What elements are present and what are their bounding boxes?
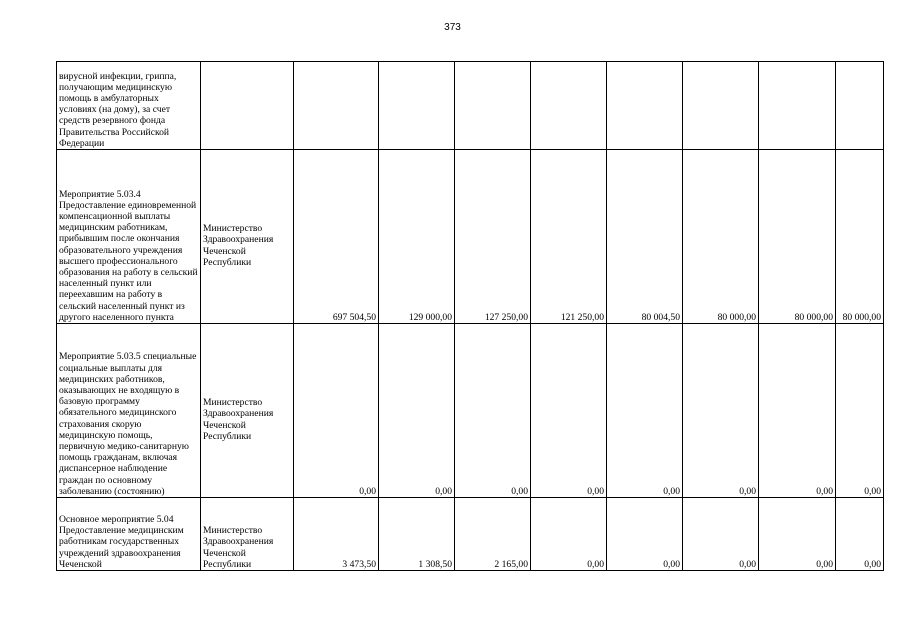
row-executor: Министерство Здравоохранения Чеченской Республики [201, 150, 294, 324]
value-cell: 80 004,50 [607, 150, 683, 324]
value-cell: 80 000,00 [759, 150, 836, 324]
row-executor [201, 62, 294, 150]
value-cell: 0,00 [531, 324, 607, 498]
value-cell: 1 308,50 [379, 498, 455, 571]
row-description: Мероприятие 5.03.5 специальные социальные выплаты для медицинских работников, оказывающих не входящую в базовую программу обязательного медицинского страхования скорую медицинскую помощь, первичную медико-санитарную помощь гражданам, включая диспансерное наблюдение граждан по основному заболеванию (состоянию) [57, 324, 201, 498]
value-cell [531, 62, 607, 150]
value-cell: 0,00 [455, 324, 531, 498]
value-cell: 0,00 [836, 324, 884, 498]
value-cell: 0,00 [379, 324, 455, 498]
value-cell [759, 62, 836, 150]
value-cell: 127 250,00 [455, 150, 531, 324]
row-description: Основное мероприятие 5.04 Предоставление медицинским работникам государственных учреждений здравоохранения Чеченской [57, 498, 201, 571]
value-cell [836, 62, 884, 150]
value-cell: 0,00 [836, 498, 884, 571]
row-description: Мероприятие 5.03.4 Предоставление единовременной компенсационной выплаты медицинским работникам, прибывшим после окончания образовательного учреждения высшего профессионального образования на работу в сельский населенный пункт или переехавшим на работу в сельский населенный пункт из другого населенного пункта [57, 150, 201, 324]
value-cell [455, 62, 531, 150]
table-row [57, 62, 884, 150]
page-number: 373 [444, 22, 461, 33]
value-cell: 0,00 [294, 324, 379, 498]
value-cell [379, 62, 455, 150]
value-cell: 0,00 [759, 324, 836, 498]
table-row [57, 150, 884, 324]
value-cell: 80 000,00 [683, 150, 759, 324]
value-cell: 0,00 [683, 498, 759, 571]
value-cell [607, 62, 683, 150]
value-cell: 0,00 [531, 498, 607, 571]
budget-table [56, 61, 884, 571]
value-cell: 80 000,00 [836, 150, 884, 324]
value-cell: 2 165,00 [455, 498, 531, 571]
value-cell: 0,00 [683, 324, 759, 498]
table-row [57, 324, 884, 498]
value-cell: 0,00 [607, 324, 683, 498]
value-cell: 697 504,50 [294, 150, 379, 324]
value-cell: 0,00 [759, 498, 836, 571]
value-cell: 0,00 [607, 498, 683, 571]
value-cell: 129 000,00 [379, 150, 455, 324]
row-description: вирусной инфекции, гриппа, получающим медицинскую помощь в амбулаторных условиях (на дому), за счет средств резервного фонда Правительства Российской Федерации [57, 62, 201, 150]
value-cell: 3 473,50 [294, 498, 379, 571]
row-executor: Министерство Здравоохранения Чеченской Республики [201, 498, 294, 571]
row-executor: Министерство Здравоохранения Чеченской Республики [201, 324, 294, 498]
table-row [57, 498, 884, 571]
value-cell [294, 62, 379, 150]
value-cell [683, 62, 759, 150]
value-cell: 121 250,00 [531, 150, 607, 324]
